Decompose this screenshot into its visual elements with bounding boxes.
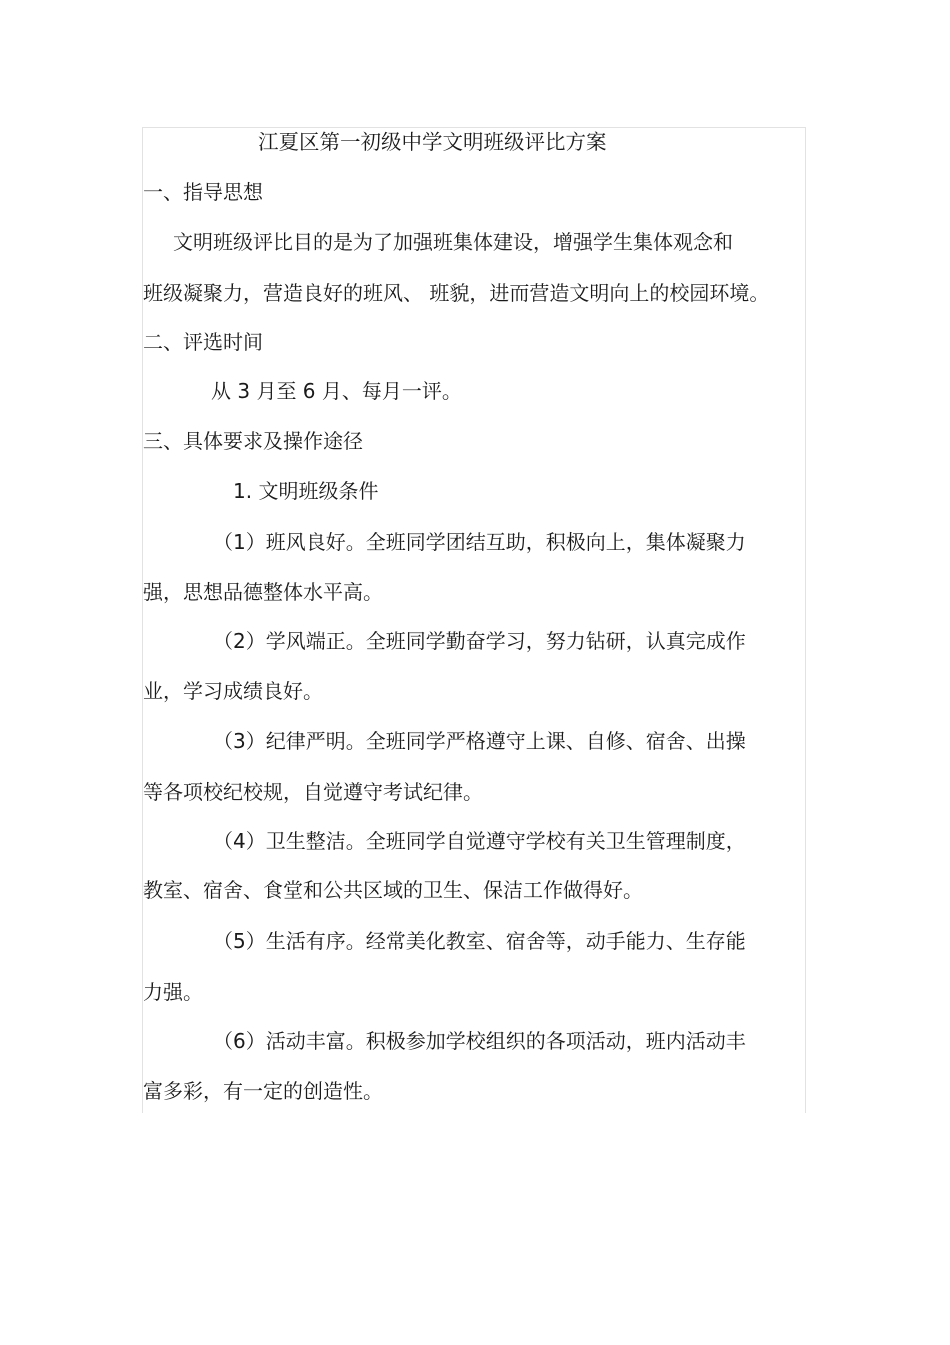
- paragraph-line: 班级凝聚力，营造良好的班风、 班貌，进而营造文明向上的校园环境。: [143, 281, 770, 305]
- document-title: 江夏区第一初级中学文明班级评比方案: [258, 130, 607, 154]
- list-item-line: 力强。: [143, 980, 203, 1004]
- subheading-civilized-class-conditions: 1. 文明班级条件: [233, 479, 379, 503]
- list-item-line: 业，学习成绩良好。: [143, 679, 323, 703]
- list-item-line: 强，思想品德整体水平高。: [143, 580, 383, 604]
- list-item-line: （6）活动丰富。积极参加学校组织的各项活动，班内活动丰: [213, 1029, 746, 1053]
- list-item-line: （4）卫生整洁。全班同学自觉遵守学校有关卫生管理制度，: [213, 829, 746, 853]
- list-item-line: （1）班风良好。全班同学团结互助，积极向上，集体凝聚力: [213, 530, 746, 554]
- paragraph-line: 文明班级评比目的是为了加强班集体建设，增强学生集体观念和: [173, 230, 733, 254]
- section-heading-requirements: 三、具体要求及操作途径: [143, 429, 363, 453]
- paragraph-line: 从 3 月至 6 月、每月一评。: [211, 379, 462, 403]
- list-item-line: （2）学风端正。全班同学勤奋学习，努力钻研，认真完成作: [213, 629, 746, 653]
- list-item-line: 教室、宿舍、食堂和公共区域的卫生、保洁工作做得好。: [143, 878, 643, 902]
- section-heading-evaluation-time: 二、评选时间: [143, 330, 263, 354]
- list-item-line: （3）纪律严明。全班同学严格遵守上课、自修、宿舍、出操: [213, 729, 746, 753]
- list-item-line: 富多彩，有一定的创造性。: [143, 1079, 383, 1103]
- list-item-line: （5）生活有序。经常美化教室、宿舍等，动手能力、生存能: [213, 929, 746, 953]
- page-frame: [142, 127, 806, 1113]
- list-item-line: 等各项校纪校规，自觉遵守考试纪律。: [143, 780, 483, 804]
- section-heading-guiding-thought: 一、指导思想: [143, 180, 263, 204]
